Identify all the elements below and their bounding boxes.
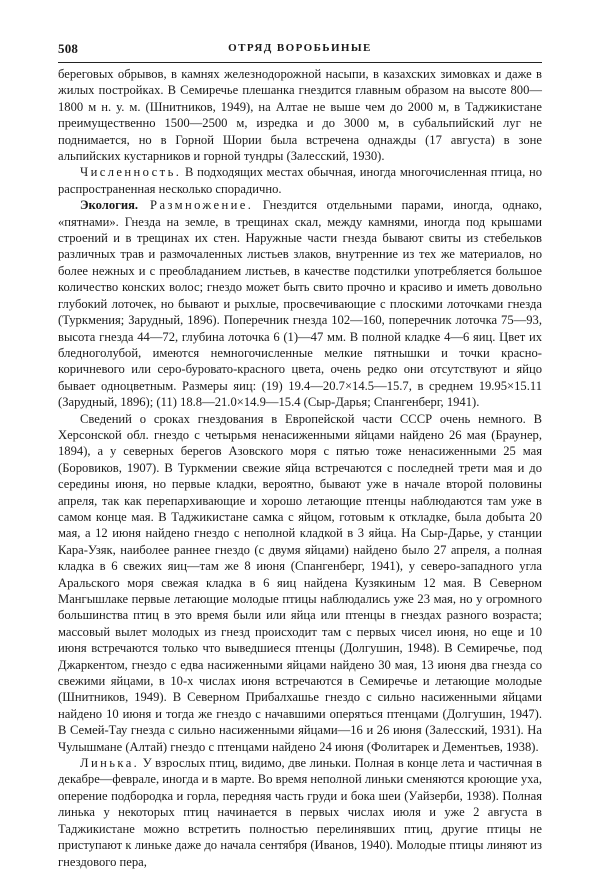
paragraph-text: В подходящих местах обычная, иногда многочисленная птица, но распространенная несколько спорадично. xyxy=(58,165,542,196)
paragraph-text: береговых обрывов, в камнях железнодорожной насыпи, в казахских зимовках и даже в жилых постройках. В Семиречье плешанка гнездится главным образом на высоте 800—1800 м н. у. м. (Шнитников, 1949), на Алтае не выше чем до 2000 м, в Таджикистане преимущественно 1500—2500 м, изредка и до 3000 м, в субальпийский луг не поднимается, но в Горной Шории была встречена однажды (17 августа) в зоне альпийских кустарников и горной тундры (Залесский, 1930). xyxy=(58,67,542,164)
paragraph-ecology-breeding xyxy=(58,197,542,410)
page-header xyxy=(58,40,542,63)
paragraph-habitat xyxy=(58,66,542,164)
section-lead-breeding: Размножение. xyxy=(138,198,254,213)
paragraph-moult xyxy=(58,755,542,870)
paragraph-nesting-dates xyxy=(58,411,542,756)
paragraph-text: Сведений о сроках гнездования в Европейской части СССР очень немного. В Херсонской обл. гнездо с четырьмя ненасиженными яйцами найдено 26 мая (Браунер, 1894), а у северных берегов Азовского моря с пятью тоже ненасиженными 25 мая (Боровиков, 1907). В Туркмении свежие яйца встречаются с последней трети мая и до середины июня, но первые кладки, вероятно, бывают уже в начале второй половины апреля, так как перепархивающие и хорошо летающие птенцы наблюдаются там уже в самом конце мая. В Таджикистане самка с яйцом, готовым к откладке, была добыта 20 мая, а 12 июня найдено гнездо с неполной кладкой в 3 яйца. На Сыр-Дарье, у станции Кара-Узяк, наиболее раннее гнездо (с двумя яйцами) найдено было 27 апреля, а полная кладка в 6 свежих яиц—там же 8 июня (Спангенберг, 1941), у северо-западного угла Аральского моря свежая кладка в 6 яиц найдена Кузякиным 12 мая. В Северном Мангышлаке первые летающие молодые птицы наблюдались уже 23 мая, но у огромного большинства птиц в это время были или яйца или птенцы в гнездах разного возраста; массовый вылет молодых из гнезд происходит там с первых чисел июня, но еще и 10 июня встречаются только что выведшиеся птенцы (Долгушин, 1948). В Семиречье, под Джаркентом, гнездо с едва насиженными яйцами найдено 30 мая, 13 июня два гнезда со свежими яйцами, в 10-х числах июня встречаются в Семиречье и летающие молодые (Шнитников, 1949). В Северном Прибалхашье гнездо с сильно насиженными яйцами найдено 10 июня и тогда же гнездо с начавшими оперяться птенцами (Долгушин, 1947). В Семей-Тау гнезда с сильно насиженными яйцами—16 и 26 июня (Залесский, 1931). На Чулышмане (Алтай) гнездо с птенцами найдено 24 июня (Фолитарек и Дементьев, 1938). xyxy=(58,411,542,754)
body-text xyxy=(58,66,542,870)
section-heading-ecology: Экология. xyxy=(80,198,139,213)
paragraph-abundance xyxy=(58,164,542,197)
paragraph-text: У взрослых птиц, видимо, две линьки. Полная в конце лета и частичная в декабре—феврале, иногда и в марте. Во время неполной линьки сменяются кроющие уха, оперение подбородка и горла, передняя часть груди и бока шеи (Уайзерби, 1938). Полная линька у некоторых птиц начинается в первых числах июля и уже 2 августа в Таджикистане можно встретить полностью перелинявших птиц, другие птицы не приступают к линьке даже до начала сентября (Иванов, 1940). Молодые птицы линяют из гнездового пера, xyxy=(58,756,542,869)
running-head: ОТРЯД ВОРОБЬИНЫЕ xyxy=(228,42,372,54)
page-number: 508 xyxy=(58,41,79,56)
section-lead-moult: Линька. xyxy=(80,756,140,771)
paragraph-text: Гнездится отдельными парами, иногда, однако, «пятнами». Гнезда на земле, в трещинах скал, между камнями, иногда под крышами строений и в трещинах их стен. Наружные части гнезда бывают свиты из стебельков различных трав и размочаленных листьев злаков, внутренние из тех же материалов, но более нежных и с преобладанием листьев, в качестве подстилки употребляется большое количество конских волос; гнездо может быть свито прочно и красиво и иметь довольно глубокий лоточек, но бывают и рыхлые, просвечивающие с плоскими лоточками гнезда (Туркмения; Зарудный, 1896). Поперечник гнезда 102—160, поперечник лоточка 75—93, высота гнезда 44—72, глубина лоточка 6 (1)—47 мм. В полной кладке 4—6 яиц. Цвет их бледноголубой, имеются немногочисленные мелкие пятнышки и точки красно-коричневого или серо-буровато-красного цвета, очень редко они отсутствуют и яйцо бывает одноцветным. Размеры яиц: (19) 19.4—20.7×14.5—15.7, в среднем 19.95×15.11 (Зарудный, 1896); (11) 18.8—21.0×14.9—15.4 (Сыр-Дарья; Спангенберг, 1941). xyxy=(58,198,542,410)
section-lead-abundance: Численность. xyxy=(80,165,182,180)
